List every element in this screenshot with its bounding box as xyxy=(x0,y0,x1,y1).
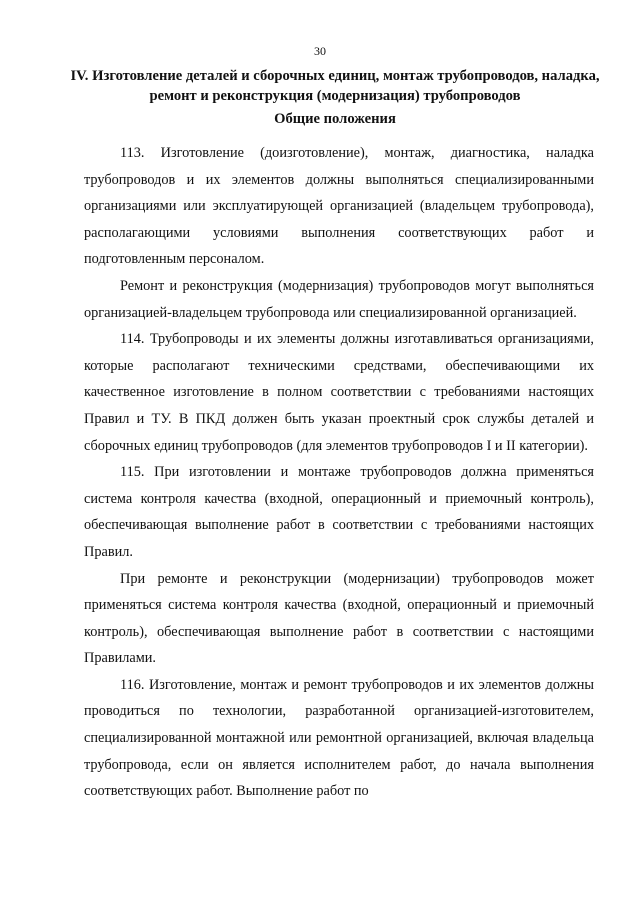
section-title: IV. Изготовление деталей и сборочных единиц, монтаж трубопроводов, наладка, ремонт и реконструкция (модернизация) трубопроводов xyxy=(70,68,600,104)
paragraph-114: 114. Трубопроводы и их элементы должны изготавливаться организациями, которые располагают техническими средствами, обеспечивающими их качественное изготовление в полном соответствии с требованиями настоящих Правил и ТУ. В ПКД должен быть указан проектный срок службы деталей и сборочных единиц трубопроводов (для элементов трубопроводов I и II категории). xyxy=(84,331,594,454)
paragraph-115: 115. При изготовлении и монтаже трубопроводов должна применяться система контроля качества (входной, операционный и приемочный контроль), обеспечивающая выполнение работ в соответствии с требованиями настоящих Правил. xyxy=(84,464,594,560)
paragraph-repair-quality: При ремонте и реконструкции (модернизации) трубопроводов может применяться система контроля качества (входной, операционный и приемочный контроль), обеспечивающая выполнение работ в соответствии с настоящими Правилами. xyxy=(84,570,594,667)
page-number: 30 xyxy=(314,44,326,58)
paragraph-113: 113. Изготовление (доизготовление), монтаж, диагностика, наладка трубопроводов и их элементов должны выполняться специализированными организациями или эксплуатирующей организацией (владельцем трубопровода), располагающими условиями выполнения соответствующих работ и подготовленным персоналом. xyxy=(84,145,594,268)
paragraph-repair: Ремонт и реконструкция (модернизация) трубопроводов могут выполняться организацией-владельцем трубопровода или специализированной организацией. xyxy=(84,277,594,321)
paragraph-116: 116. Изготовление, монтаж и ремонт трубопроводов и их элементов должны проводиться по технологии, разработанной организацией-изготовителем, специализированной монтажной или ремонтной организацией, включая владельца трубопровода, если он является исполнителем работ, до начала выполнения соответствующих работ. Выполнение работ по xyxy=(84,676,594,800)
subsection-title: Общие положения xyxy=(274,111,396,127)
document-body xyxy=(84,140,594,805)
